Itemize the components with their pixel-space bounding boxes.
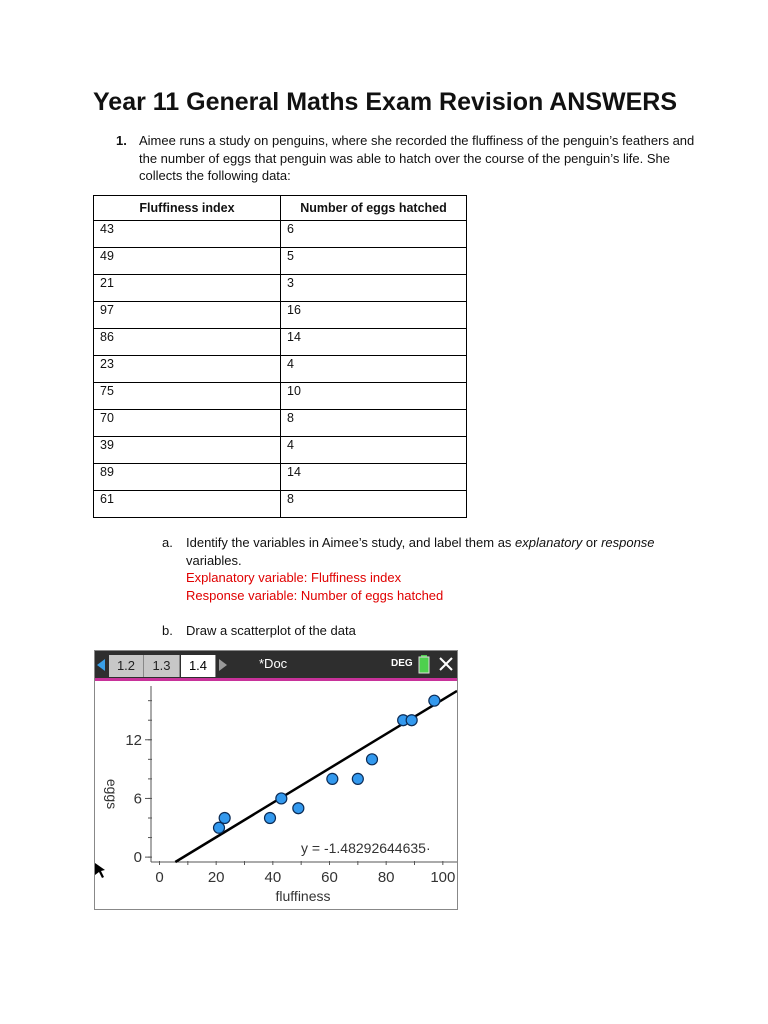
table-row [94, 383, 467, 410]
data-point [429, 695, 440, 706]
data-point [352, 773, 363, 784]
cell-fluffiness: 49 [94, 248, 281, 275]
table-row [94, 464, 467, 491]
data-point [276, 793, 287, 804]
x-tick-label: 20 [207, 869, 225, 886]
table-header-eggs: Number of eggs hatched [281, 196, 467, 221]
cell-eggs: 3 [281, 275, 467, 302]
tab-1-3[interactable]: 1.3 [144, 655, 180, 677]
data-table [93, 195, 467, 518]
right-arrow-icon[interactable] [219, 659, 227, 671]
angle-mode: DEG [391, 658, 413, 669]
part-a-question: Identify the variables in Aimee’s study, and label them as explanatory or response variables. [186, 535, 655, 568]
data-point [214, 822, 225, 833]
table-row [94, 221, 467, 248]
battery-icon [418, 655, 430, 674]
cell-fluffiness: 97 [94, 302, 281, 329]
data-point [265, 813, 276, 824]
x-tick-label: 0 [155, 869, 164, 886]
left-arrow-icon[interactable] [97, 659, 105, 671]
question-number: 1. [116, 133, 127, 148]
part-b-question: Draw a scatterplot of the data [186, 623, 356, 638]
y-axis-label: eggs [104, 778, 120, 810]
cell-fluffiness: 23 [94, 356, 281, 383]
tab-1-4[interactable]: 1.4 [181, 655, 216, 677]
table-row [94, 248, 467, 275]
table-row [94, 410, 467, 437]
cell-eggs: 10 [281, 383, 467, 410]
regression-equation: y = -1.48292644635· [301, 840, 431, 856]
data-point [293, 803, 304, 814]
x-axis-label: fluffiness [275, 888, 331, 904]
cell-fluffiness: 70 [94, 410, 281, 437]
table-row [94, 275, 467, 302]
y-tick-label: 0 [133, 849, 142, 867]
tab-1-2[interactable]: 1.2 [109, 655, 144, 677]
calculator-toolbar [95, 651, 457, 678]
cell-eggs: 4 [281, 437, 467, 464]
scatterplot [95, 681, 457, 909]
page-title: Year 11 General Maths Exam Revision ANSWERS [93, 88, 678, 116]
cell-fluffiness: 39 [94, 437, 281, 464]
close-icon[interactable] [438, 656, 454, 672]
document-name: *Doc [259, 656, 288, 671]
x-tick-label: 60 [321, 869, 338, 886]
data-point [327, 773, 338, 784]
cell-eggs: 14 [281, 464, 467, 491]
cell-eggs: 6 [281, 221, 467, 248]
question-text: Aimee runs a study on penguins, where she recorded the fluffiness of the penguin’s feathers and the number of eggs that penguin was able to hatch over the course of the penguin’s life. She collects the following data: [139, 133, 695, 183]
cell-eggs: 16 [281, 302, 467, 329]
cell-fluffiness: 89 [94, 464, 281, 491]
table-row [94, 302, 467, 329]
part-a-answer-explanatory: Explanatory variable: Fluffiness index [186, 570, 402, 585]
cell-fluffiness: 43 [94, 221, 281, 248]
cell-fluffiness: 21 [94, 275, 281, 302]
data-point [367, 754, 378, 765]
part-b-label: b. [162, 623, 173, 638]
table-row [94, 356, 467, 383]
table-row [94, 437, 467, 464]
part-a-answer-response: Response variable: Number of eggs hatched [186, 588, 444, 603]
calculator-screenshot [94, 650, 458, 910]
cell-eggs: 4 [281, 356, 467, 383]
cell-eggs: 8 [281, 491, 467, 518]
data-point [406, 715, 417, 726]
cell-fluffiness: 75 [94, 383, 281, 410]
cell-eggs: 5 [281, 248, 467, 275]
cell-fluffiness: 86 [94, 329, 281, 356]
table-row [94, 491, 467, 518]
data-point [219, 813, 230, 824]
cell-eggs: 8 [281, 410, 467, 437]
part-a-label: a. [162, 535, 173, 550]
y-tick-label: 12 [125, 731, 142, 749]
y-tick-label: 6 [133, 790, 142, 808]
x-tick-label: 100 [430, 869, 456, 886]
cursor-icon [95, 863, 105, 878]
cell-fluffiness: 61 [94, 491, 281, 518]
cell-eggs: 14 [281, 329, 467, 356]
x-tick-label: 40 [264, 869, 282, 886]
table-header-fluffiness: Fluffiness index [94, 196, 281, 221]
x-tick-label: 80 [377, 869, 395, 886]
table-row [94, 329, 467, 356]
